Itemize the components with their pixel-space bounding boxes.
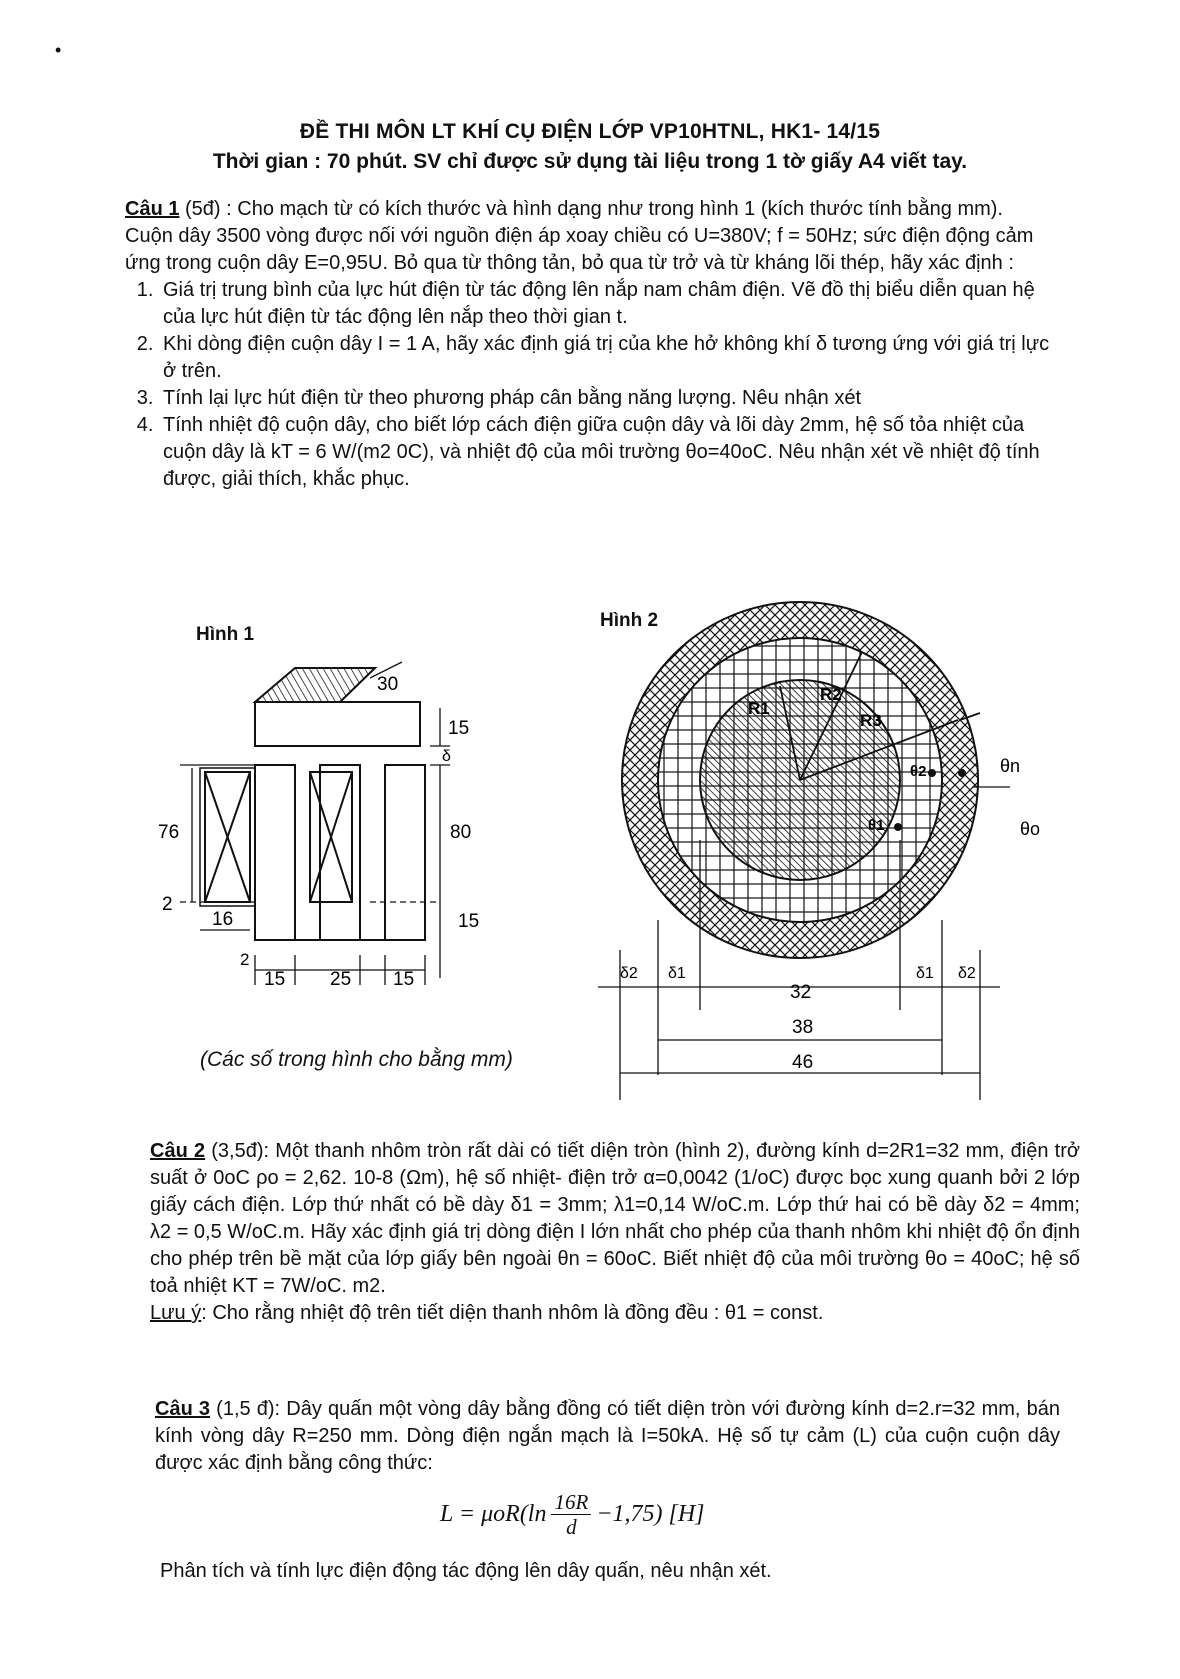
question-3-label: Câu 3 (155, 1398, 211, 1420)
figure-1-dim-15-top: 15 (448, 718, 470, 739)
figure-2-dim-delta2-left: δ2 (620, 965, 638, 982)
formula-lhs: L = μoR(ln (440, 1501, 547, 1527)
formula-rhs: −1,75) [H] (596, 1501, 705, 1527)
figure-1-dim-w15-right: 15 (393, 969, 415, 990)
figure-1-dim-2-bottom: 2 (240, 950, 250, 969)
formula-denominator: d (566, 1515, 577, 1539)
figure-1-dim-w25: 25 (330, 969, 352, 990)
figure-2-label-theta1: θ1 (868, 817, 885, 834)
question-1-intro (125, 196, 1055, 277)
figure-2-label-r2: R2 (820, 685, 842, 704)
scan-speck: • (55, 40, 62, 60)
question-2 (150, 1138, 1080, 1327)
figure-2-label-thetao: θo (1020, 819, 1041, 839)
question-1 (125, 196, 1055, 493)
figure-1-dim-16: 16 (212, 909, 234, 930)
question-1-item: 2. Khi dòng điện cuộn dây I = 1 A, hãy xác định giá trị của khe hở không khí δ tương ứng với giá trị lực ở trên. (159, 331, 1055, 385)
figure-2-dim-delta1-left: δ1 (668, 965, 686, 982)
figure-1-dim-80: 80 (450, 822, 472, 843)
figure-2-label-thetan: θn (1000, 756, 1021, 776)
figure-1-diagram (140, 640, 520, 1010)
formula-fraction (551, 1490, 591, 1539)
figure-2-dim-38: 38 (792, 1017, 814, 1038)
figure-2-title: Hình 2 (600, 610, 659, 631)
question-3 (155, 1396, 1060, 1477)
figure-2-dim-32: 32 (790, 982, 812, 1003)
formula-numerator: 16R (551, 1490, 591, 1515)
figure-2-label-r3: R3 (860, 711, 882, 730)
figure-1-title: Hình 1 (196, 624, 255, 645)
figure-1-dim-76: 76 (158, 822, 180, 843)
figure-2-label-theta2: θ2 (910, 763, 927, 780)
figure-1-dim-delta: δ (442, 748, 451, 765)
question-1-label: Câu 1 (125, 198, 180, 220)
exam-subtitle: Thời gian : 70 phút. SV chỉ được sử dụng tài liệu trong 1 tờ giấy A4 viết tay. (212, 150, 968, 173)
exam-title: ĐỀ THI MÔN LT KHÍ CỤ ĐIỆN LỚP VP10HTNL, HK1- 14/15 (299, 120, 881, 143)
figure-2-dim-delta1-right: δ1 (916, 965, 934, 982)
question-1-item: 4. Tính nhiệt độ cuộn dây, cho biết lớp cách điện giữa cuộn dây và lõi dày 2mm, hệ số tỏa nhiệt của cuộn dây là kT = 6 W/(m2 0C), và nhiệt độ của môi trường θo=40oC. Nêu nhận xét về nhiệt độ tính được, giải thích, khắc phục. (159, 412, 1055, 493)
question-2-text: (3,5đ): Một thanh nhôm tròn rất dài có tiết diện tròn (hình 2), đường kính d=2R1=32 mm, điện trở suất ở 0oC ρo = 2,62. 10-8 (Ωm), hệ số nhiệt- điện trở α=0,0042 (1/oC) được bọc xung quanh bởi 2 lớp giấy cách điện. Lớp thứ nhất có bề dày δ1 = 3mm; λ1=0,14 W/oC.m. Lớp thứ hai có bề dày δ2 = 4mm; λ2 = 0,5 W/oC.m. Hãy xác định giá trị dòng điện I lớn nhất cho phép của thanh nhôm khi nhiệt độ ổn định cho phép trên bề mặt của lớp giấy bên ngoài θn = 60oC. Biết nhiệt độ của môi trường θo = 40oC; hệ số toả nhiệt KT = 7W/oC. m2. (150, 1140, 1080, 1297)
figure-2-diagram (580, 590, 1050, 1110)
figure-2-dim-46: 46 (792, 1052, 814, 1073)
question-1-items (125, 277, 1055, 493)
question-1-text: (5đ) : Cho mạch từ có kích thước và hình dạng như trong hình 1 (kích thước tính bằng mm). Cuộn dây 3500 vòng được nối với nguồn điện áp xoay chiều có U=380V; f = 50Hz; sức điện động cảm ứng trong cuộn dây E=0,95U. Bỏ qua từ thông tản, bỏ qua từ trở và từ kháng lõi thép, hãy xác định : (125, 198, 1034, 274)
question-3-text: (1,5 đ): Dây quấn một vòng dây bằng đồng có tiết diện tròn với đường kính d=2.r=32 mm, bán kính vòng dây R=250 mm. Dòng điện ngắn mạch là I=50kA. Hệ số tự cảm (L) của cuộn cuộn dây được xác định bằng công thức: (155, 1398, 1060, 1474)
question-2-label: Câu 2 (150, 1140, 206, 1162)
figure-1-dim-2-left: 2 (162, 894, 173, 915)
question-3-closing: Phân tích và tính lực điện động tác động lên dây quấn, nêu nhận xét. (160, 1560, 772, 1582)
question-2-note: : Cho rằng nhiệt độ trên tiết diện thanh nhôm là đồng đều : θ1 = const. (201, 1302, 824, 1324)
inductance-formula (440, 1490, 705, 1539)
figure-1-dim-15-right: 15 (458, 911, 480, 932)
question-1-item: 1. Giá trị trung bình của lực hút điện từ tác động lên nắp nam châm điện. Vẽ đồ thị biểu diễn quan hệ của lực hút điện từ tác động lên nắp theo thời gian t. (159, 277, 1055, 331)
figure-2-dim-delta2-right: δ2 (958, 965, 976, 982)
question-2-note-label: Lưu ý (150, 1302, 202, 1324)
question-1-item: 3. Tính lại lực hút điện từ theo phương pháp cân bằng năng lượng. Nêu nhận xét (159, 385, 1055, 412)
figure-1-dim-w15-left: 15 (264, 969, 286, 990)
figure-2-label-r1: R1 (748, 699, 770, 718)
figure-1-dim-30: 30 (377, 674, 399, 695)
figure-caption: (Các số trong hình cho bằng mm) (200, 1048, 513, 1071)
